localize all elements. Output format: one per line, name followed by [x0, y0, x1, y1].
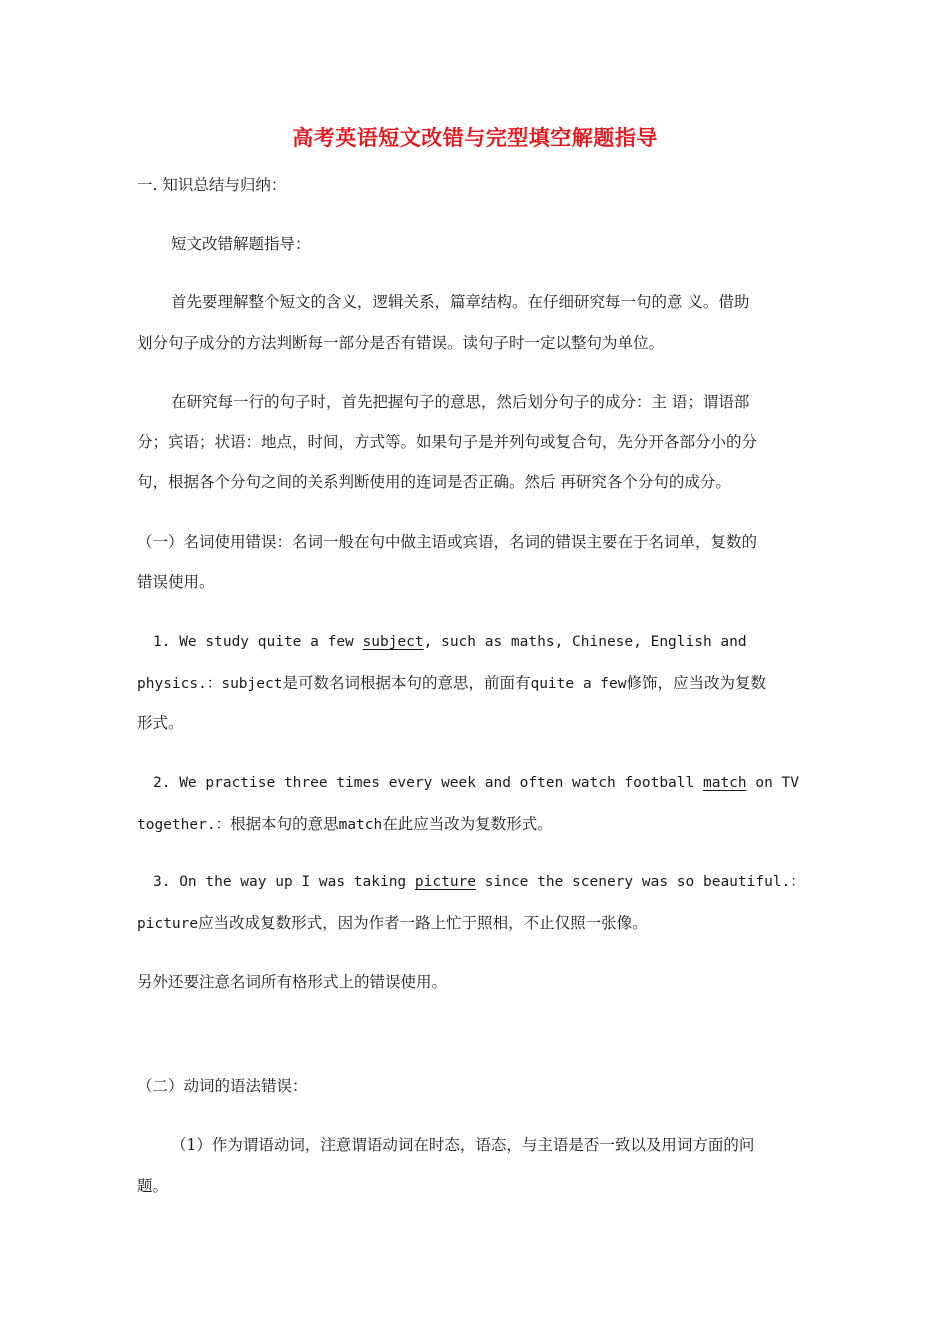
example-1-sentence: 1. We study quite a few subject, such as maths, Chinese, English and [153, 634, 747, 650]
paragraph-line: 划分句子成分的方法判断每一部分是否有错误。读句子时一定以整句为单位。 [137, 334, 665, 352]
note-line: 另外还要注意名词所有格形式上的错误使用。 [137, 973, 448, 991]
section-heading: 一. 知识总结与归纳： [137, 176, 287, 194]
paragraph-line: 句，根据各个分句之间的关系判断使用的连词是否正确。然后 再研究各个分句的成分。 [137, 473, 731, 491]
verb-errors-heading: （二）动词的语法错误： [137, 1077, 308, 1095]
paragraph-line: （1）作为谓语动词，注意谓语动词在时态，语态，与主语是否一致以及用词方面的问 [171, 1136, 755, 1154]
paragraph-line: 题。 [137, 1177, 169, 1195]
error-word: match [702, 775, 747, 791]
example-2-sentence: 2. We practise three times every week and often watch football match on TV [153, 775, 800, 791]
paragraph-line: 在研究每一行的句子时，首先把握句子的意思，然后划分句子的成分：主 语；谓语部 [171, 393, 750, 411]
example-2-explanation: together.：根据本句的意思match在此应当改为复数形式。 [137, 815, 553, 833]
document-title: 高考英语短文改错与完型填空解题指导 [292, 125, 658, 150]
subheading: 短文改错解题指导： [171, 235, 311, 253]
error-word: picture [414, 874, 477, 890]
example-1-explanation: physics.：subject是可数名词根据本句的意思，前面有quite a few修饰，应当改为复数 [137, 674, 767, 692]
noun-errors-heading: （一）名词使用错误：名词一般在句中做主语或宾语，名词的错误主要在于名词单，复数的 [137, 533, 758, 551]
example-3-explanation: picture应当改成复数形式，因为作者一路上忙于照相，不止仅照一张像。 [137, 914, 648, 932]
example-1-explanation-cont: 形式。 [137, 714, 184, 732]
noun-errors-heading-cont: 错误使用。 [137, 573, 215, 591]
paragraph-line: 分；宾语；状语：地点，时间，方式等。如果句子是并列句或复合句，先分开各部分小的分 [137, 433, 758, 451]
error-word: subject [362, 634, 424, 650]
paragraph-line: 首先要理解整个短文的含义，逻辑关系，篇章结构。在仔细研究每一句的意 义。借助 [171, 293, 750, 311]
example-3-sentence: 3. On the way up I was taking picture since the scenery was so beautiful.： [153, 874, 805, 890]
